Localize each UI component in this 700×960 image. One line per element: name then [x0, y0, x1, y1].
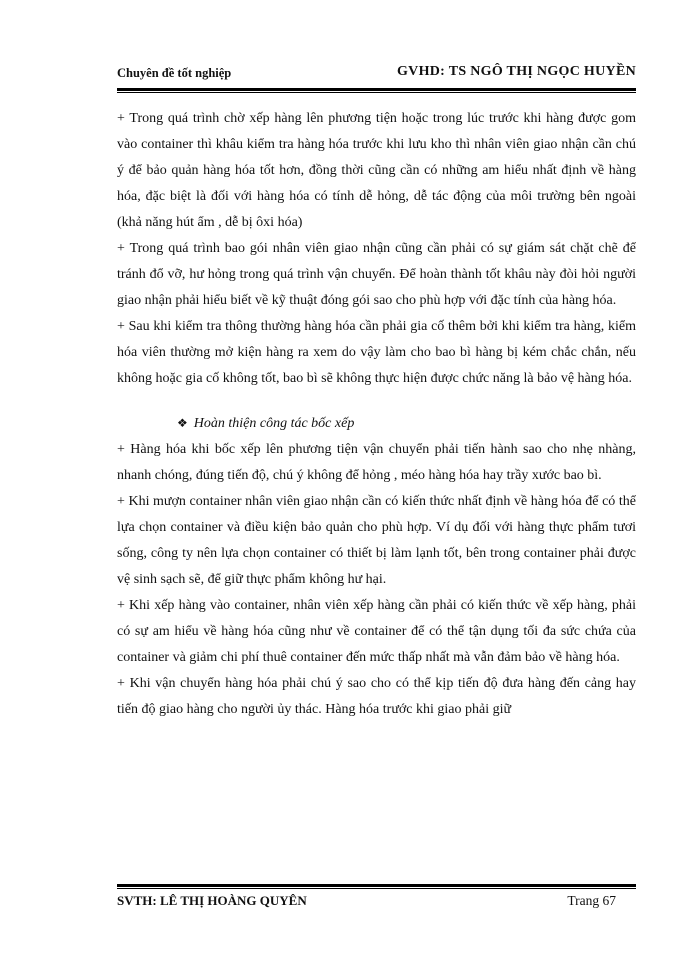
header-rule [117, 88, 636, 93]
footer-author: SVTH: LÊ THỊ HOÀNG QUYÊN [117, 893, 307, 908]
section-heading-text: Hoàn thiện công tác bốc xếp [193, 416, 355, 431]
paragraph-7: + Khi vận chuyển hàng hóa phải chú ý sao cho có thể kịp tiến độ đưa hàng đến cảng hay tiến độ giao hàng cho người ủy thác. Hàng hóa trước khi giao phải giữ [117, 676, 636, 717]
section-heading [117, 410, 636, 437]
header-title: Chuyên đề tốt nghiệp [117, 66, 232, 80]
page-body [117, 106, 636, 723]
paragraph-1: + Trong quá trình chờ xếp hàng lên phương tiện hoặc trong lúc trước khi hàng được gom vào container thì khâu kiểm tra hàng hóa trước khi lưu kho thì nhân viên giao nhận cần chú ý để bảo quản hàng hóa tốt hơn, đồng thời cũng cần có những am hiểu nhất định về hàng hóa, đặc biệt là đối với hàng hóa có tính dễ hỏng, dễ tác động của môi trường bên ngoài (khả năng hút ẩm , dễ bị ôxi hóa) [117, 111, 636, 230]
diamond-bullet-icon: ❖ [177, 416, 188, 430]
paragraph-6: + Khi xếp hàng vào container, nhân viên xếp hàng cần phải có kiến thức về xếp hàng, phải có sự am hiểu về hàng hóa cũng như về container để có thể tận dụng tối đa sức chứa của container và giảm chi phí thuê container đến mức thấp nhất mà vẫn đảm bảo về hàng hóa. [117, 598, 636, 665]
header-supervisor: GVHD: TS NGÔ THỊ NGỌC HUYỀN [396, 64, 636, 79]
page-header [117, 64, 636, 86]
paragraph-2: + Trong quá trình bao gói nhân viên giao nhận cũng cần phải có sự giám sát chặt chẽ để tránh đổ vỡ, hư hỏng trong quá trình vận chuyển. Để hoàn thành tốt khâu này đòi hỏi người giao nhận phải hiểu biết về kỹ thuật đóng gói sao cho phù hợp với đặc tính của hàng hóa. [117, 241, 636, 308]
page-number: Trang 67 [567, 893, 616, 908]
paragraph-5: + Khi mượn container nhân viên giao nhận cần có kiến thức nhất định về hàng hóa để có thể lựa chọn container và điều kiện bảo quản cho phù hợp. Ví dụ đối với hàng thực phẩm tươi sống, công ty nên lựa chọn container có thiết bị làm lạnh tốt, bên trong container phải được vệ sinh sạch sẽ, để giữ thực phẩm không hư hại. [117, 494, 636, 587]
paragraph-3: + Sau khi kiểm tra thông thường hàng hóa cần phải gia cố thêm bởi khi kiểm tra hàng, kiểm hóa viên thường mở kiện hàng ra xem do vậy làm cho bao bì hàng bị kém chắc chắn, nếu không hoặc gia cố không tốt, bao bì sẽ không thực hiện được chức năng là bảo vệ hàng hóa. [117, 319, 636, 386]
paragraph-4: + Hàng hóa khi bốc xếp lên phương tiện vận chuyển phải tiến hành sao cho nhẹ nhàng, nhanh chóng, đúng tiến độ, chú ý không để hỏng , méo hàng hóa hay trầy xước bao bì. [117, 442, 636, 483]
page-footer [117, 893, 636, 915]
footer-rule [117, 884, 636, 889]
